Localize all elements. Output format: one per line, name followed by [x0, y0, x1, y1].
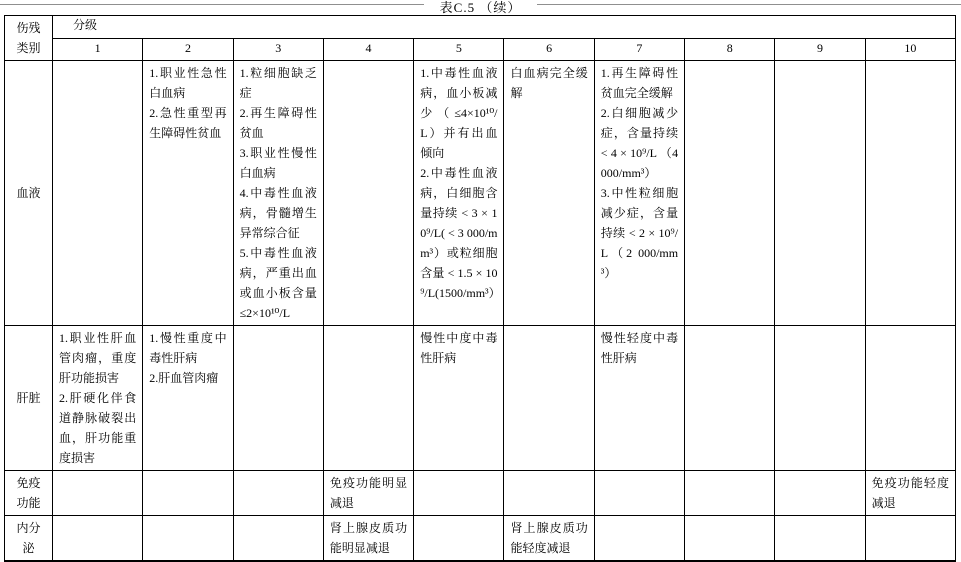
grade-cell — [865, 516, 955, 562]
grade-cell — [53, 61, 143, 326]
item-text: 5.中毒性血液病，严重出血或血小板含量≤2×10¹⁰/L — [239, 246, 317, 320]
grade-cell — [685, 326, 775, 471]
grade-cell — [414, 326, 504, 471]
grade-cell — [414, 471, 504, 516]
grade-cell — [504, 61, 594, 326]
table-row-endocrine — [5, 516, 956, 562]
grade-col-header-1: 1 — [53, 38, 143, 61]
item-text: 2.肝血管肉瘤 — [149, 371, 219, 385]
disability-grading-table — [4, 15, 956, 562]
category-header: 伤残类别 — [5, 16, 53, 61]
grade-col-header-9: 9 — [775, 38, 865, 61]
grade-cell — [775, 471, 865, 516]
grade-cell — [504, 516, 594, 562]
grade-cell — [865, 471, 955, 516]
item-text: 2.白细胞减少症，含量持续 < 4 × 10⁹/L （4 000/mm³） — [600, 106, 679, 180]
item-text: 2.中毒性血液病，白细胞含量持续 < 3 × 10⁹/L( < 3 000/mm³）或粒细胞含量 < 1.5 × 10⁹/L(1500/mm³） — [420, 166, 501, 300]
item-text: 白血病完全缓解 — [510, 66, 588, 100]
item-text: 慢性中度中毒性肝病 — [420, 331, 498, 365]
category-cell: 免疫功能 — [5, 471, 53, 516]
grade-col-header-10: 10 — [865, 38, 955, 61]
category-cell: 内分泌 — [5, 516, 53, 562]
grade-cell — [414, 61, 504, 326]
item-text: 1.粒细胞缺乏症 — [239, 66, 317, 100]
grade-cell — [685, 516, 775, 562]
item-text: 2.急性重型再生障碍性贫血 — [149, 106, 227, 140]
item-text: 免疫功能明显减退 — [329, 476, 408, 510]
item-text: 1.职业性急性白血病 — [149, 66, 227, 100]
item-text: 4.中毒性血液病，骨髓增生异常综合征 — [239, 186, 317, 240]
category-cell: 肝脏 — [5, 326, 53, 471]
grade-cell — [323, 61, 413, 326]
grade-cell — [143, 471, 233, 516]
grade-col-header-2: 2 — [143, 38, 233, 61]
grade-cell — [865, 326, 955, 471]
table-caption: 表C.5 （续） — [424, 0, 538, 15]
item-text: 1.中毒性血液病，血小板减少（≤4×10¹⁰/L）并有出血倾向 — [420, 66, 498, 160]
grade-cell — [53, 471, 143, 516]
item-text: 慢性轻度中毒性肝病 — [600, 331, 679, 365]
item-text: 2.肝硬化伴食道静脉破裂出血，肝功能重度损害 — [59, 391, 137, 465]
grade-col-header-8: 8 — [685, 38, 775, 61]
item-text: 2.再生障碍性贫血 — [239, 106, 317, 140]
grade-cell — [53, 516, 143, 562]
grade-cell — [594, 326, 684, 471]
grade-cell — [775, 61, 865, 326]
grade-cell — [323, 471, 413, 516]
grade-col-header-6: 6 — [504, 38, 594, 61]
grade-cell — [685, 471, 775, 516]
table-row-liver — [5, 326, 956, 471]
grade-cell — [323, 326, 413, 471]
grade-col-header-5: 5 — [414, 38, 504, 61]
item-text: 肾上腺皮质功能轻度减退 — [510, 521, 588, 555]
grade-cell — [53, 326, 143, 471]
grade-cell — [143, 326, 233, 471]
grade-cell — [775, 326, 865, 471]
grade-cell — [685, 61, 775, 326]
grade-cell — [143, 516, 233, 562]
grade-col-header-3: 3 — [233, 38, 323, 61]
header-row-grades — [5, 38, 956, 61]
grading-header: 分级 — [53, 16, 956, 39]
grade-col-header-7: 7 — [594, 38, 684, 61]
grade-cell — [865, 61, 955, 326]
item-text: 3.中性粒细胞减少症，含量持续 < 2 × 10⁹/L（2 000/mm³） — [600, 186, 679, 280]
grade-cell — [414, 516, 504, 562]
category-cell: 血液 — [5, 61, 53, 326]
item-text: 1.职业性肝血管肉瘤，重度肝功能损害 — [59, 331, 137, 385]
table-row-blood — [5, 61, 956, 326]
grade-cell — [233, 471, 323, 516]
grade-cell — [233, 61, 323, 326]
table-row-immune — [5, 471, 956, 516]
item-text: 1.慢性重度中毒性肝病 — [149, 331, 227, 365]
grade-cell — [594, 516, 684, 562]
header-row-grading — [5, 16, 956, 39]
grade-col-header-4: 4 — [323, 38, 413, 61]
item-text: 肾上腺皮质功能明显减退 — [329, 521, 408, 555]
item-text: 免疫功能轻度减退 — [871, 476, 949, 510]
grade-cell — [143, 61, 233, 326]
table-caption-row — [0, 0, 961, 15]
grade-cell — [594, 471, 684, 516]
grade-cell — [775, 516, 865, 562]
grade-cell — [323, 516, 413, 562]
grade-cell — [233, 516, 323, 562]
grade-cell — [233, 326, 323, 471]
item-text: 3.职业性慢性白血病 — [239, 146, 317, 180]
item-text: 1.再生障碍性贫血完全缓解 — [600, 66, 679, 100]
grade-cell — [504, 326, 594, 471]
grade-cell — [594, 61, 684, 326]
grade-cell — [504, 471, 594, 516]
